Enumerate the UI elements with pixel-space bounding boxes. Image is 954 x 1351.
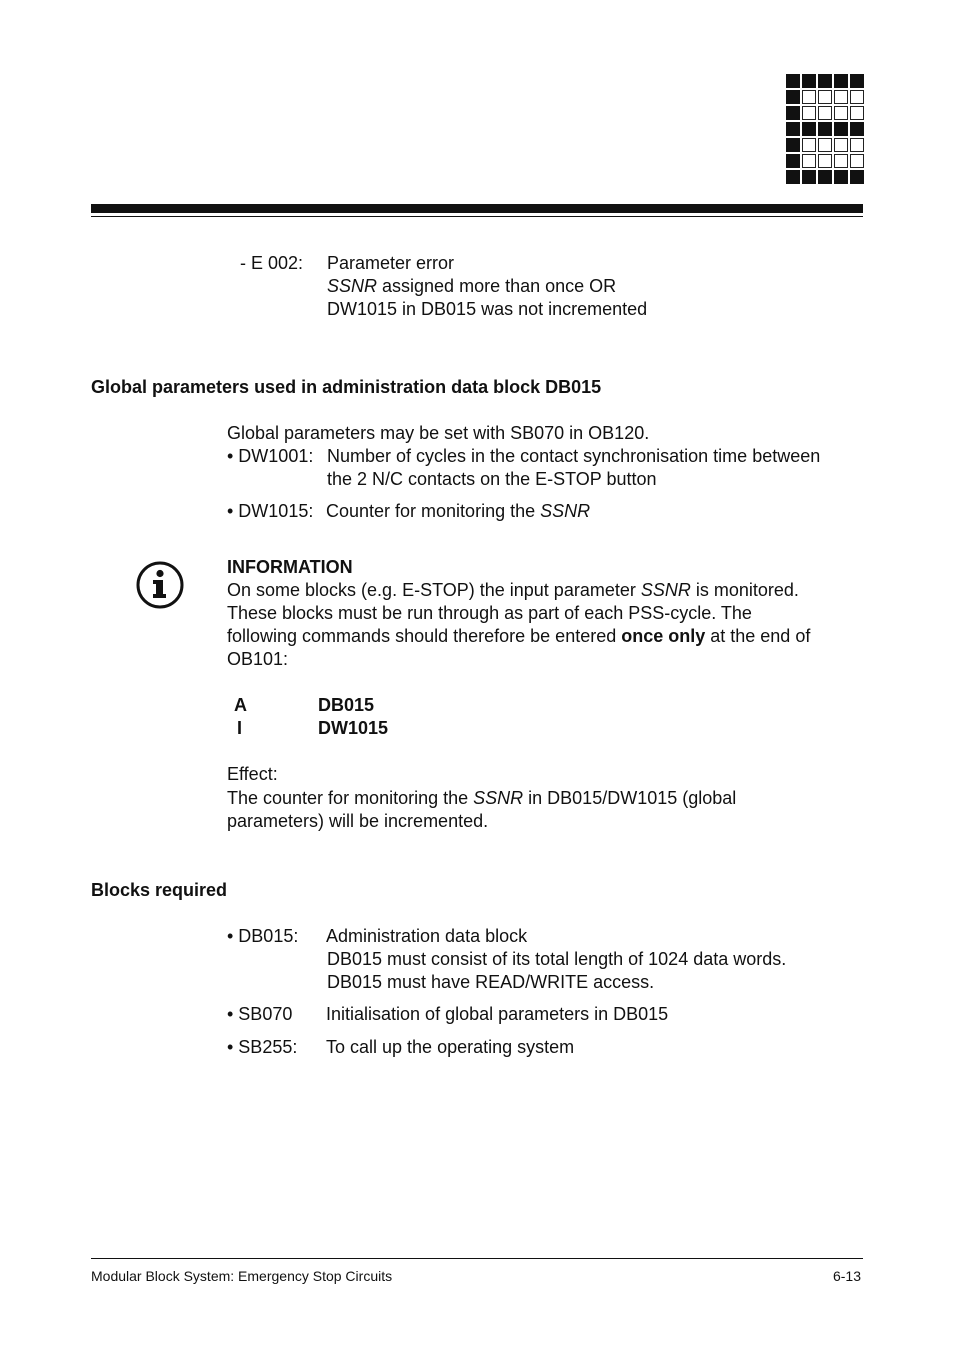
logo-cell xyxy=(786,74,800,88)
sb255-text: To call up the operating system xyxy=(326,1037,575,1057)
logo-cell xyxy=(850,154,864,168)
command-op-i: I xyxy=(237,718,243,738)
global-params-intro: Global parameters may be set with SB070 in OB120. xyxy=(227,423,650,443)
logo-cell xyxy=(818,90,832,104)
logo-cell xyxy=(834,106,848,120)
logo-cell xyxy=(802,170,816,184)
dw1001-text-line-2: the 2 N/C contacts on the E-STOP button xyxy=(327,469,657,489)
logo-cell xyxy=(786,170,800,184)
logo-cell xyxy=(802,74,816,88)
information-para-line-3: following commands should therefore be entered once only at the end of xyxy=(227,626,811,646)
logo-cell xyxy=(786,138,800,152)
logo-cell xyxy=(818,74,832,88)
logo-cell xyxy=(818,170,832,184)
logo-cell xyxy=(786,90,800,104)
error-code: - E 002: xyxy=(240,253,304,273)
sb255-bullet: • SB255: xyxy=(227,1037,298,1057)
error-line-3: DW1015 in DB015 was not incremented xyxy=(327,299,648,319)
footer-rule xyxy=(91,1258,863,1259)
command-op-a: A xyxy=(234,695,247,715)
logo-cell xyxy=(834,154,848,168)
logo-cell xyxy=(802,90,816,104)
information-para-line-1: On some blocks (e.g. E-STOP) the input parameter SSNR is monitored. xyxy=(227,580,799,600)
dw1015-bullet: • DW1015: xyxy=(227,501,314,521)
logo-cell xyxy=(786,122,800,136)
logo-cell xyxy=(850,122,864,136)
error-line-2: SSNR assigned more than once OR xyxy=(327,276,617,296)
logo-cell xyxy=(850,138,864,152)
dw1015-text: Counter for monitoring the SSNR xyxy=(326,501,591,521)
logo-cell xyxy=(834,138,848,152)
logo-cell xyxy=(802,138,816,152)
footer-title: Modular Block System: Emergency Stop Circuits xyxy=(91,1268,393,1284)
logo-cell xyxy=(850,106,864,120)
global-params-heading: Global parameters used in administration data block DB015 xyxy=(91,377,602,397)
logo-cell xyxy=(818,106,832,120)
logo-cell xyxy=(802,122,816,136)
logo-cell xyxy=(802,154,816,168)
logo-cell xyxy=(786,154,800,168)
logo-cell xyxy=(834,122,848,136)
company-logo xyxy=(786,74,864,183)
db015-line-2: DB015 must consist of its total length of 1024 data words. xyxy=(327,949,787,969)
logo-cell xyxy=(834,170,848,184)
logo-cell xyxy=(850,170,864,184)
error-title: Parameter error xyxy=(327,253,455,273)
logo-cell xyxy=(818,138,832,152)
db015-bullet: • DB015: xyxy=(227,926,299,946)
info-icon xyxy=(135,560,185,610)
logo-cell xyxy=(818,122,832,136)
logo-cell xyxy=(850,90,864,104)
logo-cell xyxy=(802,106,816,120)
information-para-line-4: OB101: xyxy=(227,649,289,669)
dw1001-bullet: • DW1001: xyxy=(227,446,314,466)
effect-line-1: The counter for monitoring the SSNR in DB015/DW1015 (global xyxy=(227,788,737,808)
command-arg-db015: DB015 xyxy=(318,695,375,715)
page-number: 6-13 xyxy=(832,1268,861,1284)
db015-line-3: DB015 must have READ/WRITE access. xyxy=(327,972,655,992)
command-arg-dw1015: DW1015 xyxy=(318,718,389,738)
logo-cell xyxy=(786,106,800,120)
logo-cell xyxy=(818,154,832,168)
header-rule-thin xyxy=(91,216,863,217)
header-rule-thick xyxy=(91,204,863,213)
blocks-required-heading: Blocks required xyxy=(91,880,228,900)
sb070-bullet: • SB070 xyxy=(227,1004,293,1024)
information-title: INFORMATION xyxy=(227,557,353,577)
logo-cell xyxy=(850,74,864,88)
dw1001-text-line-1: Number of cycles in the contact synchronisation time between xyxy=(327,446,821,466)
logo-cell xyxy=(834,90,848,104)
effect-line-2: parameters) will be incremented. xyxy=(227,811,489,831)
db015-line-1: Administration data block xyxy=(326,926,528,946)
effect-label: Effect: xyxy=(227,764,278,784)
logo-cell xyxy=(834,74,848,88)
information-para-line-2: These blocks must be run through as part of each PSS-cycle. The xyxy=(227,603,752,623)
sb070-text: Initialisation of global parameters in DB015 xyxy=(326,1004,669,1024)
